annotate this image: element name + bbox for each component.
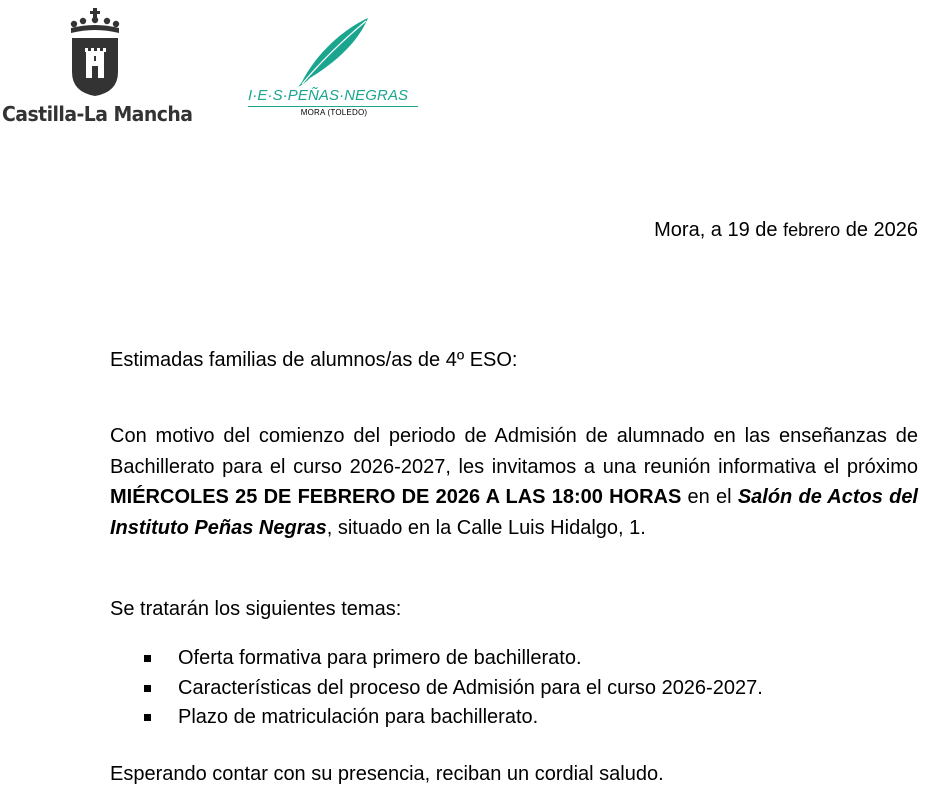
- feather-icon: [292, 16, 372, 88]
- topics-list: [142, 644, 763, 733]
- ies-logo-underline: [248, 106, 418, 107]
- topics-intro: Se tratarán los siguientes temas:: [110, 598, 402, 620]
- square-bullet-icon: [144, 714, 151, 721]
- date-prefix: Mora, a 19 de: [654, 219, 784, 241]
- ies-penas-negras-logo: [246, 16, 422, 122]
- paragraph-address: , situado en la Calle Luis Hidalgo, 1.: [326, 516, 646, 539]
- topic-text: Características del proceso de Admisión para el curso 2026-2027.: [178, 676, 763, 699]
- date-suffix: de 2026: [840, 219, 918, 241]
- square-bullet-icon: [144, 685, 151, 692]
- ies-logo-name: I·E·S·PEÑAS·NEGRAS: [248, 87, 409, 104]
- letter-greeting: Estimadas familias de alumnos/as de 4º ESO:: [110, 349, 518, 371]
- ies-logo-location: MORA (TOLEDO): [300, 108, 368, 117]
- topic-text: Oferta formativa para primero de bachillerato.: [178, 647, 582, 669]
- paragraph-connector: en el: [681, 486, 738, 509]
- topic-text: Plazo de matriculación para bachillerato.: [178, 706, 539, 728]
- list-item: [142, 703, 763, 733]
- date-month: febrero: [783, 220, 841, 240]
- invitation-paragraph: [110, 421, 918, 543]
- list-item: [142, 674, 763, 704]
- letter-date: [654, 219, 918, 242]
- paragraph-intro: Con motivo del comienzo del periodo de Admisión de alumnado en las enseñanzas de Bachillerato para el curso 2026-2027, les invitamos a una reunión informativa el próximo: [110, 425, 918, 478]
- letter-closing: Esperando contar con su presencia, reciban un cordial saludo.: [110, 763, 664, 785]
- clm-logo-text: Castilla-La Mancha: [2, 102, 193, 126]
- castilla-la-mancha-logo: [2, 8, 193, 130]
- meeting-date-time: MIÉRCOLES 25 DE FEBRERO DE 2026 A LAS 18:00 HORAS: [110, 486, 682, 509]
- list-item: [142, 644, 763, 674]
- meeting-venue: Salón de Actos del Instituto Peñas Negras: [110, 486, 918, 539]
- square-bullet-icon: [144, 655, 151, 662]
- clm-coat-of-arms-icon: [68, 8, 122, 98]
